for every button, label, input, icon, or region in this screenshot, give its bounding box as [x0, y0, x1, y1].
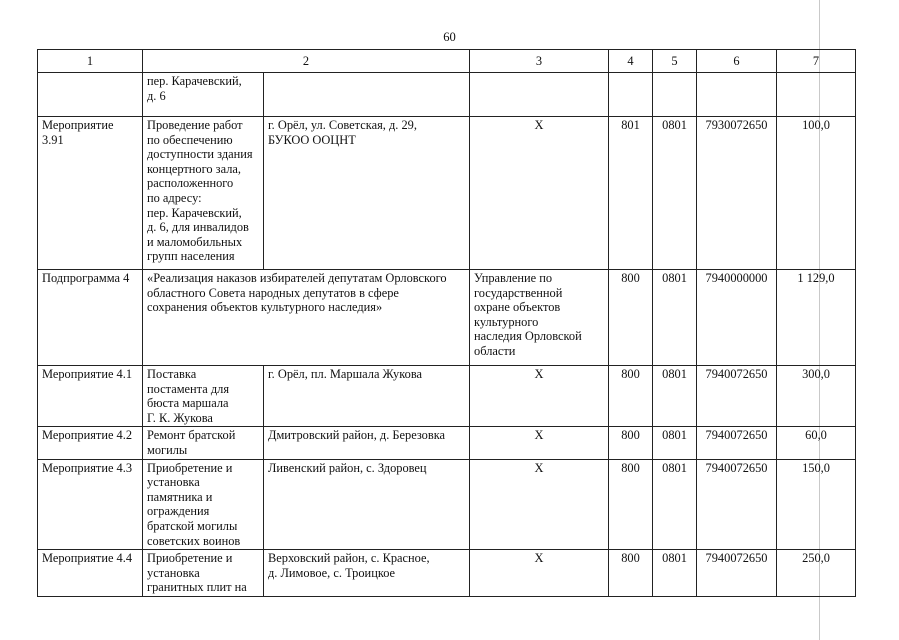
row-code-cell: 800: [609, 427, 653, 459]
header-cell-6: 6: [697, 50, 777, 73]
row-target-cell: 7940072650: [697, 427, 777, 459]
table-row: [38, 427, 856, 459]
table-row-subprogram: [38, 270, 856, 366]
row-executor-cell: Х: [470, 117, 609, 270]
table-row: [38, 73, 856, 117]
row-target-cell: [697, 73, 777, 117]
row-executor-cell: Х: [470, 427, 609, 459]
row-code-cell: 800: [609, 366, 653, 427]
row-amount-cell: 250,0: [777, 550, 856, 597]
row-amount-cell: 150,0: [777, 459, 856, 550]
row-section-cell: [653, 73, 697, 117]
row-executor-cell: [470, 73, 609, 117]
row-address-cell: г. Орёл, ул. Советская, д. 29, БУКОО ООЦНТ: [264, 117, 470, 270]
row-executor-cell: Х: [470, 366, 609, 427]
row-address-cell: г. Орёл, пл. Маршала Жукова: [264, 366, 470, 427]
row-id-cell: Мероприятие 4.3: [38, 459, 143, 550]
row-description-cell: Проведение работ по обеспечению доступности здания концертного зала, расположенного по адресу: пер. Карачевский, д. 6, для инвалидов и маломобильных групп населения: [143, 117, 264, 270]
row-description-cell: Приобретение и установка гранитных плит на: [143, 550, 264, 597]
row-target-cell: 7940000000: [697, 270, 777, 366]
table-row: [38, 117, 856, 270]
header-cell-7: 7: [777, 50, 856, 73]
header-cell-3: 3: [470, 50, 609, 73]
row-amount-cell: [777, 73, 856, 117]
subprogram-title-cell: «Реализация наказов избирателей депутатам Орловского областного Совета народных депутатов в сфере сохранения объектов культурного наследия»: [143, 270, 470, 366]
row-description-cell: пер. Карачевский, д. 6: [143, 73, 264, 117]
row-description-cell: Приобретение и установка памятника и ограждения братской могилы советских воинов: [143, 459, 264, 550]
budget-table: [37, 49, 856, 597]
row-code-cell: 800: [609, 550, 653, 597]
row-address-cell: [264, 73, 470, 117]
row-section-cell: 0801: [653, 550, 697, 597]
row-section-cell: 0801: [653, 270, 697, 366]
table-row: [38, 550, 856, 597]
row-address-cell: Верховский район, с. Красное, д. Лимовое, с. Троицкое: [264, 550, 470, 597]
row-section-cell: 0801: [653, 366, 697, 427]
row-description-cell: Поставка постамента для бюста маршала Г. К. Жукова: [143, 366, 264, 427]
row-section-cell: 0801: [653, 427, 697, 459]
row-target-cell: 7930072650: [697, 117, 777, 270]
row-code-cell: 800: [609, 270, 653, 366]
row-executor-cell: Х: [470, 550, 609, 597]
row-code-cell: 800: [609, 459, 653, 550]
row-id-cell: Подпрограмма 4: [38, 270, 143, 366]
row-description-cell: Ремонт братской могилы: [143, 427, 264, 459]
row-amount-cell: 100,0: [777, 117, 856, 270]
row-id-cell: Мероприятие 3.91: [38, 117, 143, 270]
row-executor-cell: Управление по государственной охране объектов культурного наследия Орловской области: [470, 270, 609, 366]
row-section-cell: 0801: [653, 117, 697, 270]
row-amount-cell: 60,0: [777, 427, 856, 459]
row-address-cell: Дмитровский район, д. Березовка: [264, 427, 470, 459]
row-executor-cell: Х: [470, 459, 609, 550]
row-code-cell: [609, 73, 653, 117]
page-number: 60: [443, 30, 456, 44]
row-target-cell: 7940072650: [697, 550, 777, 597]
header-cell-2: 2: [143, 50, 470, 73]
table-header-row: [38, 50, 856, 73]
table-row: [38, 459, 856, 550]
row-amount-cell: 300,0: [777, 366, 856, 427]
row-id-cell: Мероприятие 4.1: [38, 366, 143, 427]
row-id-cell: Мероприятие 4.2: [38, 427, 143, 459]
row-address-cell: Ливенский район, с. Здоровец: [264, 459, 470, 550]
table-row: [38, 366, 856, 427]
row-section-cell: 0801: [653, 459, 697, 550]
row-target-cell: 7940072650: [697, 366, 777, 427]
row-code-cell: 801: [609, 117, 653, 270]
row-id-cell: [38, 73, 143, 117]
row-amount-cell: 1 129,0: [777, 270, 856, 366]
header-cell-1: 1: [38, 50, 143, 73]
header-cell-5: 5: [653, 50, 697, 73]
row-id-cell: Мероприятие 4.4: [38, 550, 143, 597]
row-target-cell: 7940072650: [697, 459, 777, 550]
header-cell-4: 4: [609, 50, 653, 73]
